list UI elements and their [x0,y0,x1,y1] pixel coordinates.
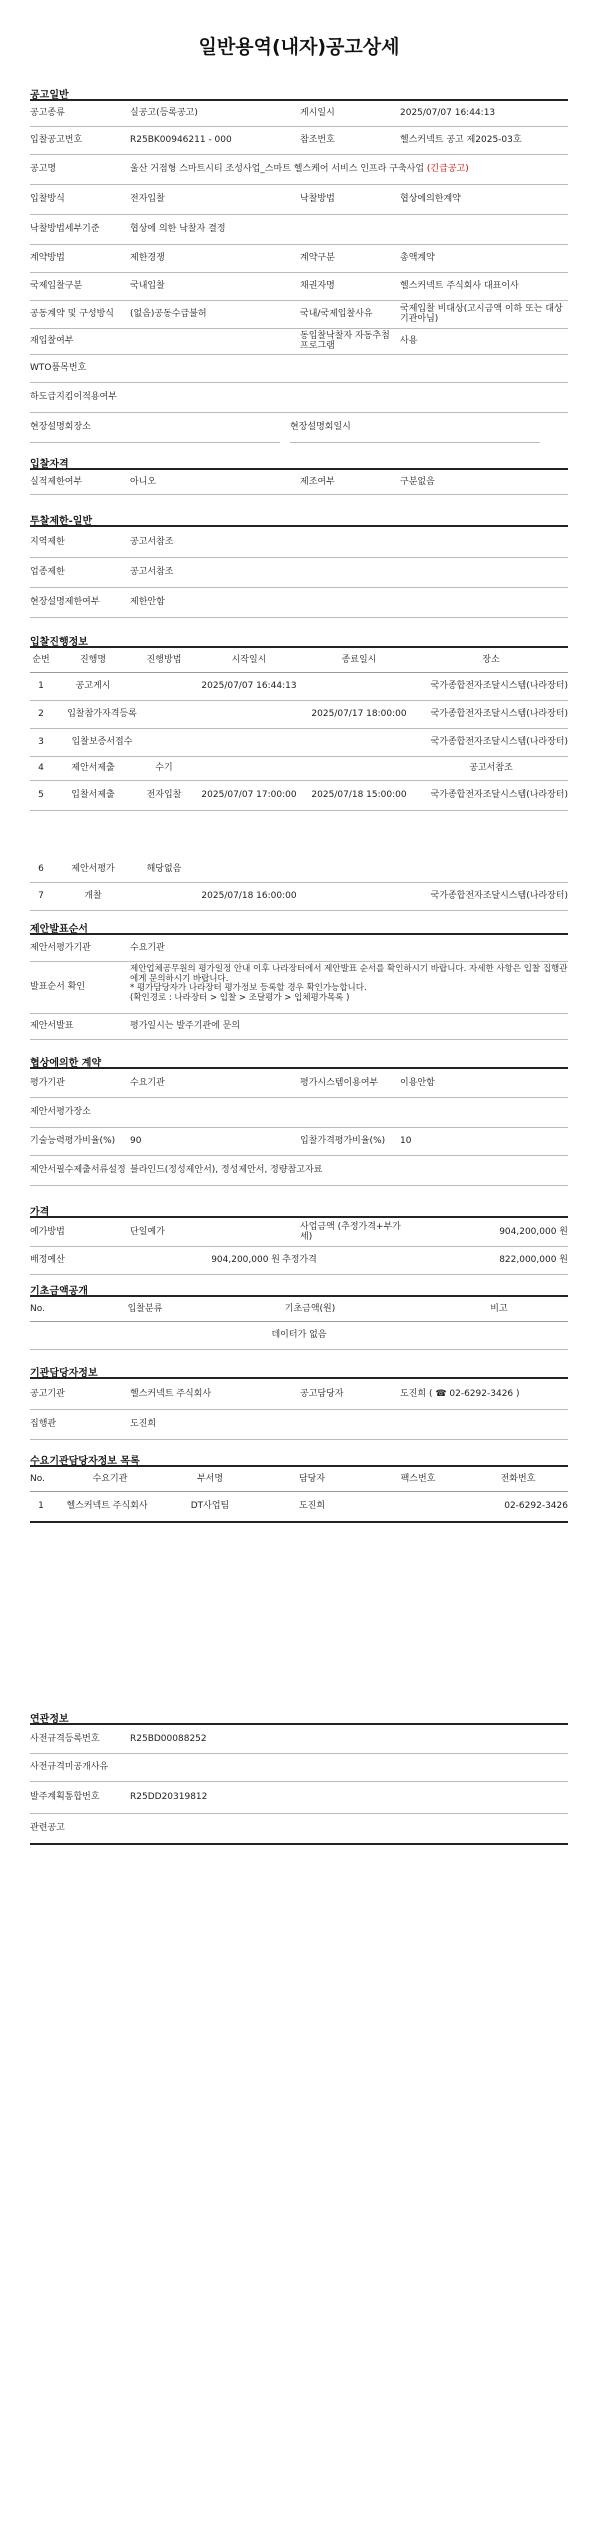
field-value: 총액계약 [400,252,435,263]
field-value [130,412,290,442]
field-value: 국제입찰 비대상(고시금액 이하 또는 대상기관아님) [400,303,563,324]
cell-no: 3 [38,736,44,747]
field-value: R25BD00088252 [130,1733,207,1744]
field-label: 계약방법 [30,252,65,263]
field-label: 동입찰낙찰자 자동추첨 프로그램 [300,330,390,351]
field-value: (없음)공동수급불허 [130,308,207,319]
cell-place: 국가종합전자조달시스템(나라장터) [430,789,568,800]
field-label: 제안서평가장소 [30,1106,91,1117]
field-label: 현장설명제한여부 [30,596,100,607]
field-value: 제한경쟁 [130,252,165,263]
field-label: WTO품목번호 [30,362,87,373]
cell-no: 2 [38,708,44,719]
cell-method: 해당없음 [146,863,182,874]
info-row [30,1069,568,1098]
field-label: 계약구분 [300,252,335,263]
field-label: 평가시스템이용여부 [300,1077,379,1088]
field-label: 실적제한여부 [30,476,83,487]
info-row [30,382,568,413]
field-label: 제안서필수제출서류설정 [30,1164,126,1175]
info-row [30,101,568,127]
cell-start: 2025/07/18 16:00:00 [201,890,297,901]
field-label: 국제입찰구분 [30,280,83,291]
field-value: 사용 [400,335,418,346]
field-label: 현장설명회일시 [290,421,351,432]
field-label: 예가방법 [30,1226,65,1237]
section-heading-contact: 기관담당자정보 [30,1368,98,1379]
table-row [30,856,568,883]
info-row [30,354,568,383]
section-heading-presentation: 제안발표순서 [30,924,88,935]
cell-end [304,756,414,780]
field-value: 10 [400,1135,412,1146]
info-row [30,935,568,962]
field-label: 발표순서 확인 [30,981,86,992]
column-header: 순번 [32,654,50,665]
info-row [30,587,568,618]
section-heading-related: 연관정보 [30,1714,69,1725]
table-row [30,728,568,757]
cell-end [304,882,414,910]
cell-end: 2025/07/18 15:00:00 [311,789,407,800]
cell-start [194,756,304,780]
field-value: 협상에 의한 낙찰자 결정 [130,223,226,234]
column-header: 장소 [482,654,500,665]
cell-method [152,700,194,728]
info-row [30,527,568,558]
field-value: 904,200,000 원 [211,1254,280,1265]
cell-method [134,882,194,910]
section-heading-base-price: 기초금액공개 [30,1286,88,1297]
field-label: 국내/국제입찰사유 [300,308,373,319]
cell-end: 2025/07/17 18:00:00 [311,708,407,719]
info-row [30,126,568,155]
field-value: 단일예가 [130,1226,165,1237]
info-row [30,1097,568,1128]
cell-place: 국가종합전자조달시스템(나라장터) [430,680,568,691]
cell-no: 7 [38,890,44,901]
field-value [130,328,300,354]
column-header: 전화번호 [500,1473,536,1484]
field-label: 낙찰방법세부기준 [30,223,100,234]
cell-no: 1 [38,680,44,691]
field-label: 제안서발표 [30,1020,74,1031]
field-label: 집행관 [30,1418,57,1429]
field-value: 수요기관 [130,1077,165,1088]
table-header [30,1297,568,1322]
info-row [30,244,568,273]
field-value: 90 [130,1135,142,1146]
field-label: 게시일시 [300,108,335,119]
field-value: 블라인드(정성제안서), 정성제안서, 정량참고자료 [130,1164,323,1175]
field-label: 추정가격 [282,1254,317,1265]
page-title: 일반용역(내자)공고상세 [198,36,400,58]
info-row [30,1127,568,1156]
field-value: 이용안함 [400,1077,435,1088]
cell-org: 헬스커넥트 주식회사 [66,1500,148,1511]
field-value: 822,000,000 원 [499,1254,568,1265]
field-value: R25DD20319812 [130,1791,208,1802]
row-divider [290,442,540,443]
cell-name: 개찰 [84,890,102,901]
cell-end [304,856,414,882]
table-row [30,756,568,781]
field-value: 제한안함 [130,596,165,607]
info-row [30,1246,568,1275]
cell-name: 제안서제출 [71,762,115,773]
info-row [30,961,568,1014]
field-label: 현장설명회장소 [30,421,91,432]
cell-dept: DT사업팀 [190,1500,230,1511]
cell-start: 2025/07/07 17:00:00 [201,789,297,800]
field-value: 아니오 [130,476,157,487]
field-value: 공고서참조 [130,566,174,577]
table-row [30,1491,568,1523]
column-header: 부서명 [196,1473,224,1484]
cell-start: 2025/07/07 16:44:13 [201,680,297,691]
field-value: 헬스커넥트 공고 제2025-03호 [400,134,522,145]
info-row [30,412,568,442]
field-label: 공고명 [30,163,57,174]
cell-start [194,856,304,882]
column-header: 종료일시 [341,654,377,665]
info-row [30,154,568,185]
cell-fax [368,1491,468,1521]
field-value: 도진희 [130,1418,157,1429]
cell-start [194,728,304,756]
column-header: 진행방법 [146,654,182,665]
cell-end [304,672,414,700]
field-label: 입찰방식 [30,193,65,204]
column-header: 입찰분류 [127,1303,163,1314]
field-value: 2025/07/07 16:44:13 [400,108,496,119]
column-header: 담당자 [298,1473,326,1484]
field-value: 전자입찰 [130,193,165,204]
notice-line: * 평가담당자가 나라장터 평가정보 등록할 경우 확인가능합니다. [130,983,367,994]
notice-line: (확인경로 : 나라장터 > 입찰 > 조달평가 > 입체평가목록 ) [130,992,350,1003]
cell-place: 국가종합전자조달시스템(나라장터) [430,708,568,719]
cell-tel: 02-6292-3426 [504,1500,568,1511]
field-value: R25BK00946211 - 000 [130,134,232,145]
field-label: 평가기관 [30,1077,65,1088]
cell-person: 도진희 [298,1500,326,1511]
cell-name: 공고게시 [75,680,111,691]
column-header: 시작일시 [231,654,267,665]
table-row [30,882,568,911]
info-row [30,1409,568,1440]
cell-place: 공고서참조 [469,762,513,773]
field-value: 평가일시는 발주기관에 문의 [130,1020,241,1031]
info-row [30,1725,568,1754]
column-header: 기초금액(원) [284,1303,336,1314]
cell-end [304,728,414,756]
cell-place [414,856,568,882]
field-value: 헬스커넥트 주식회사 [130,1388,212,1399]
field-label: 지역제한 [30,536,65,547]
field-label: 공동계약 및 구성방식 [30,308,114,319]
column-header: No. [30,1303,45,1314]
field-value: 협상에의한계약 [400,193,461,204]
field-label: 제안서평가기관 [30,942,91,953]
field-label: 공고종류 [30,108,65,119]
field-value: 수요기관 [130,942,165,953]
section-heading-demand-contact: 수요기관담당자정보 목록 [30,1456,140,1467]
field-label: 낙찰방법 [300,193,335,204]
field-label: 발주계획통합번호 [30,1791,100,1802]
field-label: 하도급지킴이적용여부 [30,391,117,402]
table-empty-row [30,1321,568,1350]
cell-method: 전자입찰 [146,789,182,800]
field-label: 사전규격미공개사유 [30,1761,109,1772]
section-heading-progress: 입찰진행정보 [30,637,88,648]
field-label: 배정예산 [30,1254,65,1265]
field-label: 제조여부 [300,476,335,487]
field-value[interactable] [130,1813,568,1843]
column-header: 비고 [490,1303,508,1314]
cell-no: 5 [38,789,44,800]
info-row [30,470,568,495]
info-row [30,1218,568,1247]
info-row [30,1753,568,1782]
cell-place: 국가종합전자조달시스템(나라장터) [430,890,568,901]
section-heading-price: 가격 [30,1207,50,1218]
info-row [30,300,568,329]
field-label: 기술능력평가비율(%) [30,1135,116,1146]
info-row [30,1813,568,1845]
notice-line: 제안업체공무원의 평가일정 안내 이후 나라장터에서 제안발표 순서를 확인하시기 바랍니다. 자세한 사항은 입찰 집행관에게 문의하시기 바랍니다. [130,964,568,984]
field-label: 업종제한 [30,566,65,577]
field-label: 재입찰여부 [30,335,74,346]
field-value: 구분없음 [400,476,435,487]
field-value [130,354,568,382]
field-label: 공고담당자 [300,1388,344,1399]
info-row [30,328,568,355]
cell-method [134,672,194,700]
cell-name: 입찰보증서접수 [71,736,133,747]
field-label: 관련공고 [30,1822,65,1833]
table-header [30,648,568,673]
cell-place: 국가종합전자조달시스템(나라장터) [430,736,568,747]
info-row [30,184,568,215]
info-row [30,1379,568,1410]
cell-no: 1 [38,1500,44,1511]
presentation-notice [130,961,568,1013]
info-row [30,557,568,588]
info-row [30,1155,568,1186]
field-value: 실공고(등록공고) [130,108,198,119]
info-row [30,1013,568,1040]
field-label: 채권자명 [300,280,335,291]
field-value [130,1097,568,1127]
column-header: 수요기관 [92,1473,128,1484]
column-header: 팩스번호 [400,1473,436,1484]
field-value: 도진희 ( ☎ 02-6292-3426 ) [400,1388,520,1399]
table-header [30,1467,568,1492]
column-header: No. [30,1473,45,1484]
info-row [30,272,568,301]
field-value: 공고서참조 [130,536,174,547]
notice-name-text: 울산 거점형 스마트시티 조성사업_스마트 헬스케어 서비스 인프라 구축사업 [130,163,425,174]
section-heading-restriction: 투찰제한-일반 [30,516,93,527]
field-label: 입찰가격평가비율(%) [300,1135,386,1146]
cell-name: 제안서평가 [71,863,115,874]
field-label: 공고기관 [30,1388,65,1399]
cell-name: 입찰서제출 [71,789,115,800]
urgent-tag: (긴급공고) [426,163,469,174]
info-row [30,214,568,245]
empty-message: 데이터가 없음 [271,1329,327,1340]
field-label: 참조번호 [300,134,335,145]
cell-method: 수기 [155,762,173,773]
column-header: 진행명 [79,654,107,665]
section-heading-general: 공고일반 [30,90,69,101]
cell-method [152,728,194,756]
field-value: 헬스커넥트 주식회사 대표이사 [400,280,519,291]
table-row [30,672,568,701]
table-row [30,700,568,729]
cell-name: 입찰참가자격등록 [67,708,137,719]
section-heading-qualification: 입찰자격 [30,459,69,470]
info-row [30,1781,568,1814]
field-value [130,1753,568,1781]
field-value [390,412,568,442]
field-value [150,382,568,412]
table-row [30,780,568,811]
cell-no: 6 [38,863,44,874]
section-heading-negotiation: 협상에의한 계약 [30,1058,102,1069]
field-value: 국내입찰 [130,280,165,291]
field-label: 사업금액 (추정가격+부가세) [300,1221,401,1242]
cell-no: 4 [38,762,44,773]
cell-start [194,700,304,728]
field-label: 입찰공고번호 [30,134,83,145]
row-divider [30,442,280,443]
field-value: 904,200,000 원 [499,1226,568,1237]
notice-name [130,154,568,184]
field-label: 사전규격등록번호 [30,1733,100,1744]
